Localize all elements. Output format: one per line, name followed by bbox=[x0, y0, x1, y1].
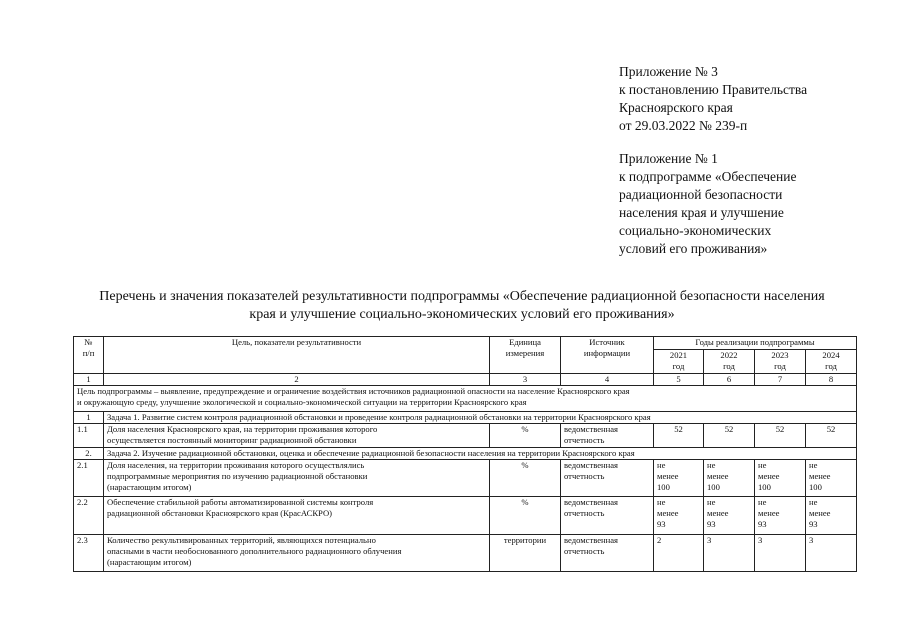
header-num-sub: п/п bbox=[82, 348, 95, 358]
column-number: 8 bbox=[806, 374, 857, 386]
table-row bbox=[74, 535, 857, 572]
task-text: Задача 1. Развитие систем контроля радиационной обстановки и проведение контроля радиационной обстановки на территории Красноярского края bbox=[104, 412, 857, 424]
header-unit-sub: измерения bbox=[505, 348, 545, 358]
task-row bbox=[74, 412, 857, 424]
header-num-cell bbox=[74, 337, 104, 374]
goal-line-2: и окружающую среду, улучшение экологической и социально-экономической ситуации на территории Красноярского края bbox=[77, 397, 527, 407]
column-number: 6 bbox=[704, 374, 755, 386]
annex-sub-block bbox=[619, 150, 796, 258]
row-num: 2.1 bbox=[74, 460, 104, 497]
header-unit-cell bbox=[490, 337, 561, 374]
header-year-2022: 2022 год bbox=[704, 350, 755, 374]
header-unit: Единица bbox=[509, 337, 541, 347]
row-value-2024: 3 bbox=[806, 535, 857, 572]
annex-sub-line: населения края и улучшение bbox=[619, 205, 784, 220]
task-row bbox=[74, 448, 857, 460]
row-value-2024: не менее 100 bbox=[806, 460, 857, 497]
task-num: 2. bbox=[74, 448, 104, 460]
row-value-2022: не менее 100 bbox=[704, 460, 755, 497]
column-number: 1 bbox=[74, 374, 104, 386]
row-value-2021: не менее 100 bbox=[654, 460, 704, 497]
row-value-2022: не менее 93 bbox=[704, 497, 755, 535]
annex-main-line: к постановлению Правительства bbox=[619, 82, 808, 97]
header-source: Источник bbox=[589, 337, 625, 347]
title-line-1: Перечень и значения показателей результативности подпрограммы «Обеспечение радиационной безопасности населения bbox=[99, 289, 825, 304]
row-indicator: Доля населения, на территории проживания которого осуществлялись подпрограммные мероприятия по изучению радиационной обстановки (нарастающим итогом) bbox=[104, 460, 490, 497]
header-num: № bbox=[84, 337, 93, 347]
row-value-2023: не менее 93 bbox=[755, 497, 806, 535]
table-row bbox=[74, 497, 857, 535]
column-number: 4 bbox=[561, 374, 654, 386]
row-unit: территории bbox=[490, 535, 561, 572]
annex-main-line: от 29.03.2022 № 239-п bbox=[619, 118, 748, 133]
annex-main-block bbox=[619, 63, 807, 135]
row-value-2021: не менее 93 bbox=[654, 497, 704, 535]
row-value-2021: 52 bbox=[654, 424, 704, 448]
annex-sub-line: к подпрограмме «Обеспечение bbox=[619, 169, 797, 184]
row-unit: % bbox=[490, 460, 561, 497]
row-num: 1.1 bbox=[74, 424, 104, 448]
annex-sub-line: Приложение № 1 bbox=[619, 151, 718, 166]
task-text: Задача 2. Изучение радиационной обстановки, оценка и обеспечение радиационной безопасности населения на территории Красноярского края bbox=[104, 448, 857, 460]
row-value-2023: 3 bbox=[755, 535, 806, 572]
annex-main-line: Красноярского края bbox=[619, 100, 733, 115]
row-value-2022: 3 bbox=[704, 535, 755, 572]
column-number: 3 bbox=[490, 374, 561, 386]
column-number: 7 bbox=[755, 374, 806, 386]
row-indicator: Обеспечение стабильной работы автоматизированной системы контроля радиационной обстановки Красноярского края (КрасАСКРО) bbox=[104, 497, 490, 535]
header-year-2023: 2023 год bbox=[755, 350, 806, 374]
row-num: 2.2 bbox=[74, 497, 104, 535]
goal-cell bbox=[74, 386, 857, 412]
annex-main-line: Приложение № 3 bbox=[619, 64, 718, 79]
header-years-group: Годы реализации подпрограммы bbox=[654, 337, 857, 350]
task-num: 1 bbox=[74, 412, 104, 424]
header-source-cell bbox=[561, 337, 654, 374]
goal-line-1: Цель подпрограммы – выявление, предупреждение и ограничение воздействия источников радиационной опасности на население Красноярского края bbox=[77, 386, 630, 396]
table-row bbox=[74, 424, 857, 448]
row-value-2023: не менее 100 bbox=[755, 460, 806, 497]
row-source: ведомственная отчетность bbox=[561, 497, 654, 535]
header-year-2021: 2021 год bbox=[654, 350, 704, 374]
document-title bbox=[56, 288, 868, 324]
row-source: ведомственная отчетность bbox=[561, 460, 654, 497]
row-indicator: Доля населения Красноярского края, на территории проживания которого осуществляется постоянный мониторинг радиационной обстановки bbox=[104, 424, 490, 448]
column-number: 2 bbox=[104, 374, 490, 386]
row-value-2024: не менее 93 bbox=[806, 497, 857, 535]
header-row bbox=[74, 337, 857, 350]
header-source-sub: информации bbox=[583, 348, 631, 358]
row-indicator: Количество рекультивированных территорий, являющихся потенциально опасными в части необоснованного дополнительного радиационного облучения (нарастающим итогом) bbox=[104, 535, 490, 572]
row-num: 2.3 bbox=[74, 535, 104, 572]
table-row bbox=[74, 460, 857, 497]
column-numbers-row bbox=[74, 374, 857, 386]
indicators-table bbox=[73, 336, 857, 572]
header-year-2024: 2024 год bbox=[806, 350, 857, 374]
row-value-2022: 52 bbox=[704, 424, 755, 448]
row-source: ведомственная отчетность bbox=[561, 535, 654, 572]
annex-sub-line: условий его проживания» bbox=[619, 241, 768, 256]
row-unit: % bbox=[490, 424, 561, 448]
goal-row bbox=[74, 386, 857, 412]
row-value-2024: 52 bbox=[806, 424, 857, 448]
header-goal: Цель, показатели результативности bbox=[104, 337, 490, 374]
annex-sub-line: социально-экономических bbox=[619, 223, 772, 238]
title-line-2: края и улучшение социально-экономических условий его проживания» bbox=[249, 307, 675, 322]
row-value-2023: 52 bbox=[755, 424, 806, 448]
column-number: 5 bbox=[654, 374, 704, 386]
row-value-2021: 2 bbox=[654, 535, 704, 572]
row-unit: % bbox=[490, 497, 561, 535]
annex-sub-line: радиационной безопасности bbox=[619, 187, 783, 202]
row-source: ведомственная отчетность bbox=[561, 424, 654, 448]
